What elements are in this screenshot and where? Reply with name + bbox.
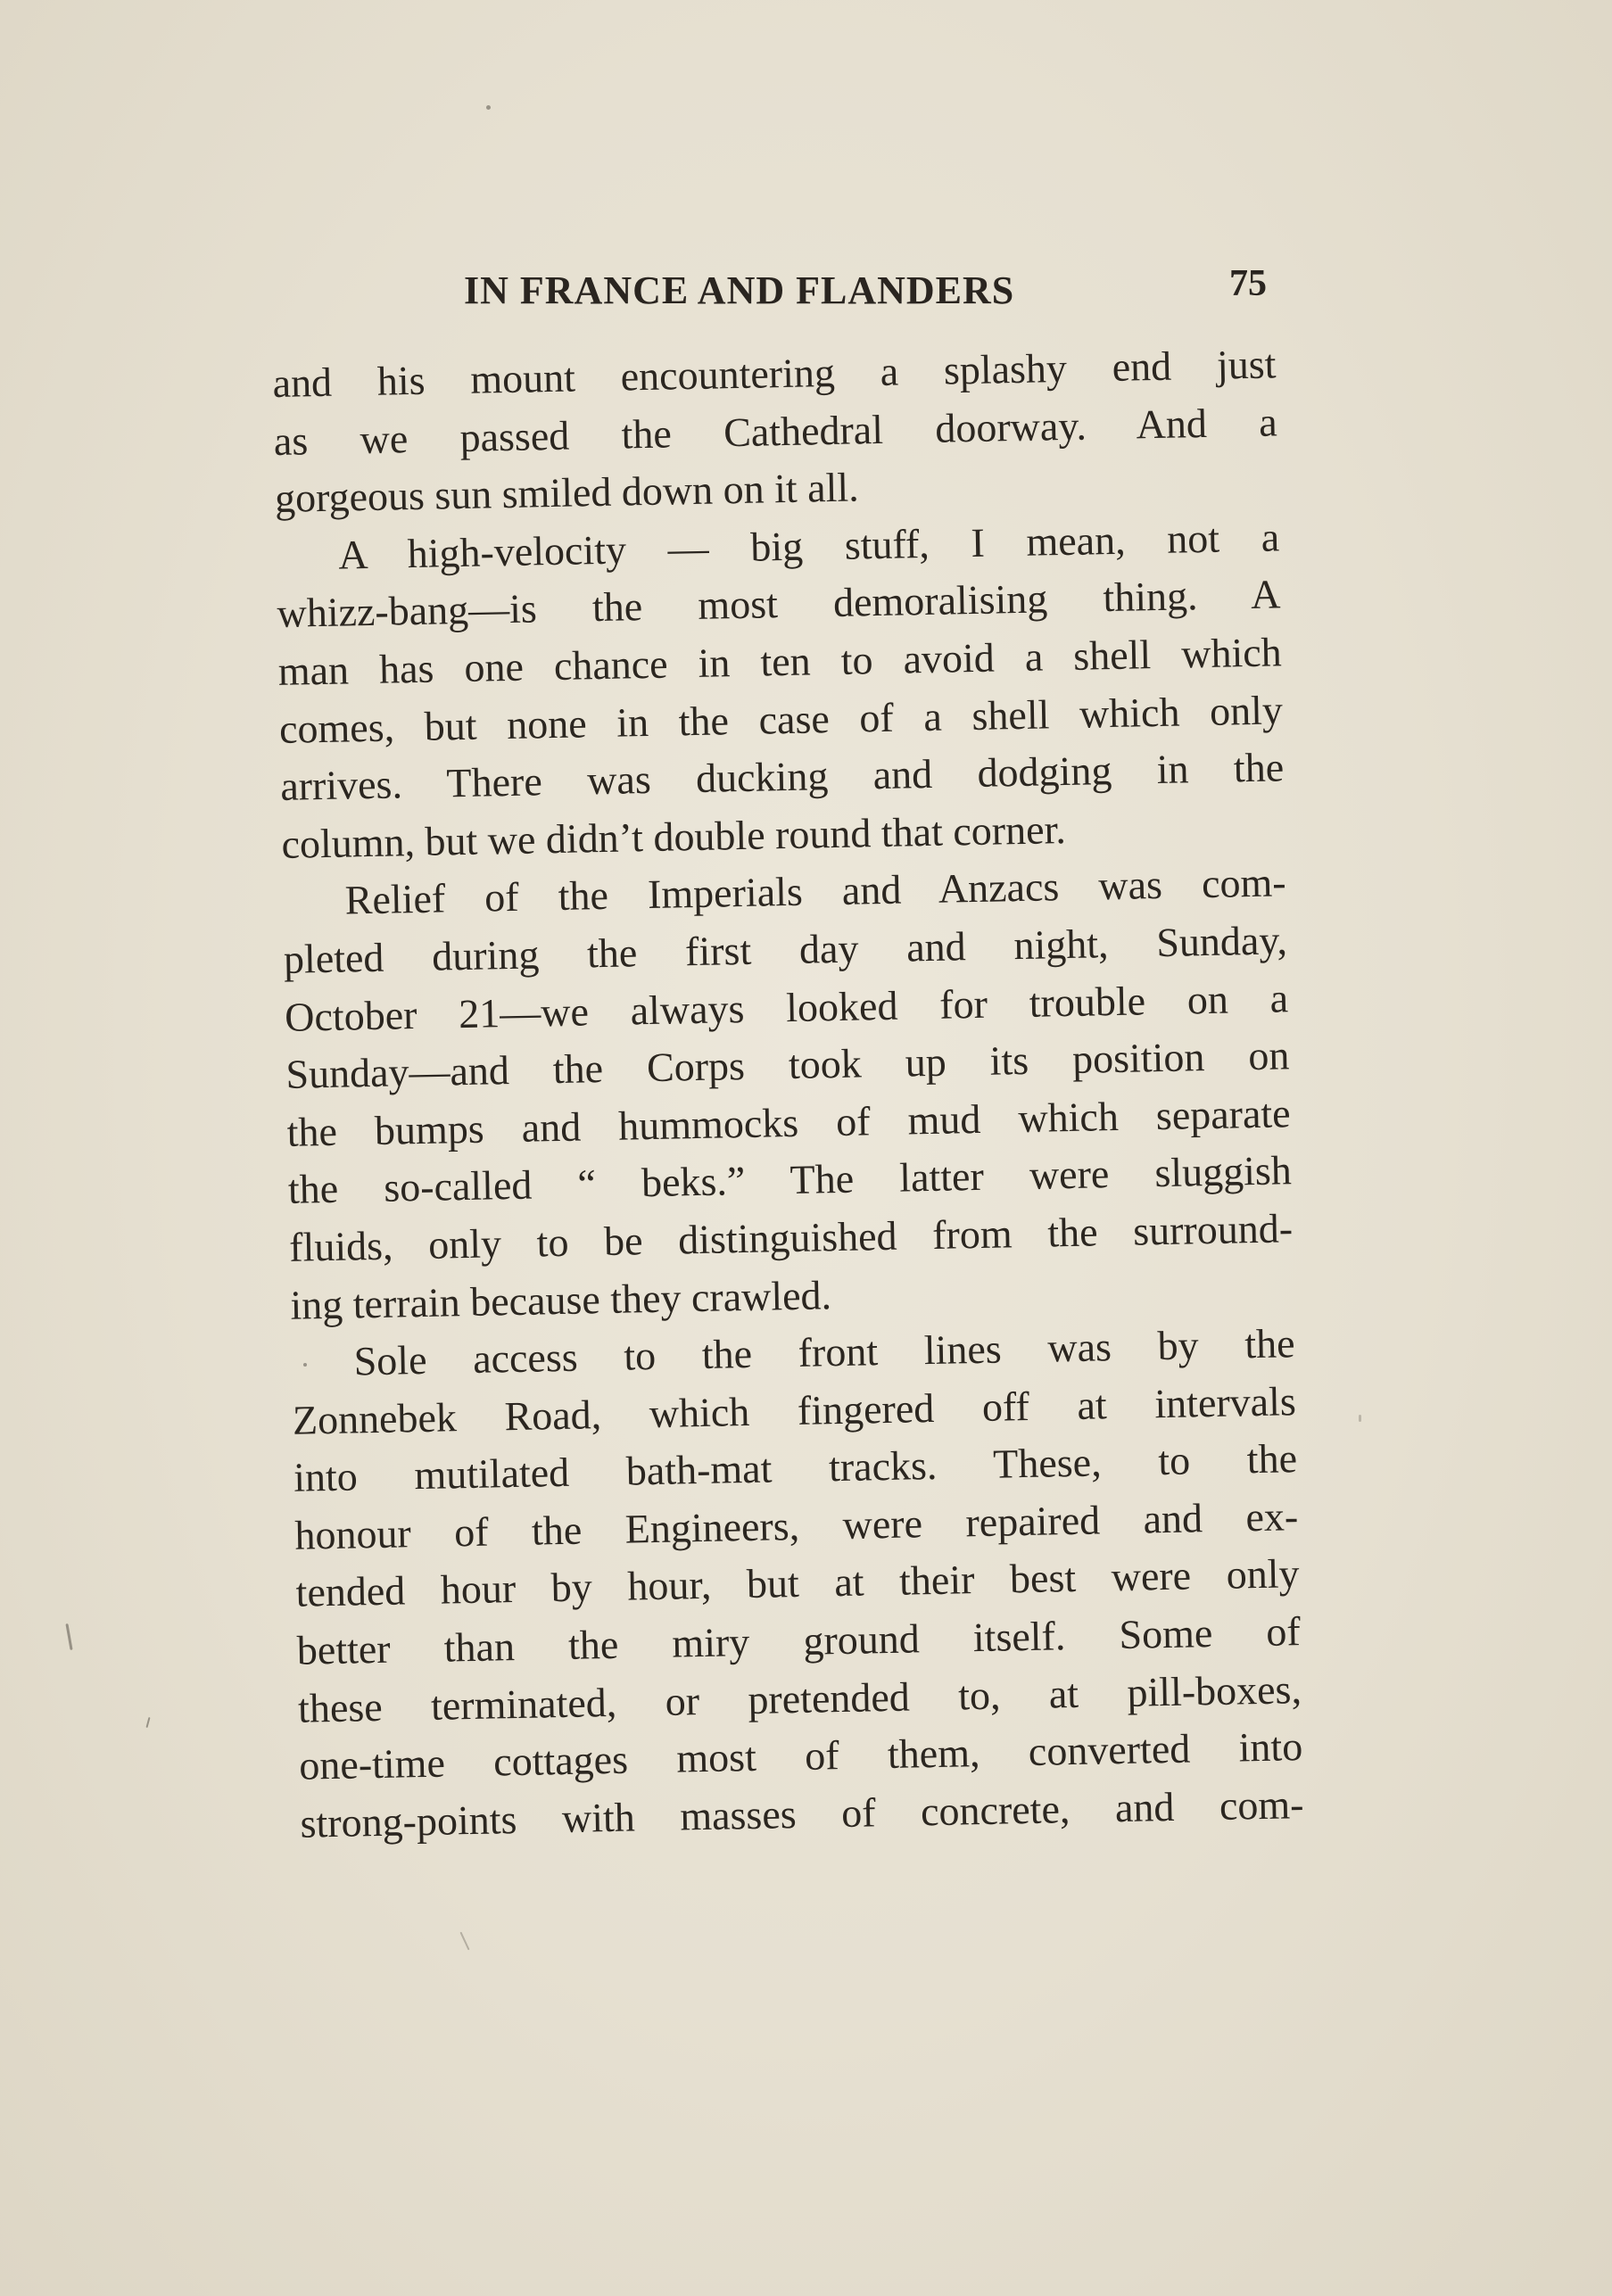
- paper-speck: [303, 1363, 307, 1367]
- paper-speck: [459, 1932, 469, 1951]
- text-line: column, but we didn’t double round that corner.: [281, 805, 1067, 867]
- text-line: fluids, only to be distinguished from the surround-: [288, 1205, 1294, 1270]
- text-line: the bumps and hummocks of mud which separate: [286, 1089, 1292, 1155]
- text-line: Sole access to the front lines was by the: [353, 1320, 1295, 1384]
- paper-speck: [486, 105, 491, 110]
- text-line: comes, but none in the case of a shell which only: [278, 686, 1284, 752]
- text-line: the so-called “ beks.” The latter were sluggish: [287, 1147, 1293, 1213]
- paper-speck: [1359, 1415, 1361, 1422]
- text-line: Relief of the Imperials and Anzacs was com-: [344, 859, 1287, 923]
- paper-speck: [65, 1623, 72, 1650]
- text-line: man has one chance in ten to avoid a shell which: [277, 629, 1283, 694]
- text-line: whizz-bang—is the most demoralising thing. A: [277, 571, 1281, 637]
- text-line: gorgeous sun smiled down on it all.: [274, 464, 860, 522]
- body-text: [272, 335, 1304, 1853]
- text-line: October 21—we always looked for trouble on a: [284, 974, 1289, 1040]
- text-line: better than the miry ground itself. Some of: [296, 1608, 1302, 1673]
- text-line: Zonnebek Road, which fingered off at intervals: [292, 1377, 1297, 1443]
- text-line: and his mount encountering a splashy end just: [272, 341, 1277, 406]
- text-line: honour of the Engineers, were repaired and ex-: [293, 1493, 1299, 1558]
- text-line: one-time cottages most of them, converted into: [298, 1723, 1303, 1788]
- text-line: Sunday—and the Corps took up its position on: [285, 1032, 1290, 1097]
- text-line: arrives. There was ducking and dodging in the: [279, 744, 1285, 810]
- text-line: ing terrain because they crawled.: [289, 1271, 832, 1328]
- text-line: A high-velocity — big stuff, I mean, not a: [337, 514, 1280, 578]
- text-line: these terminated, or pretended to, at pill-boxes,: [297, 1665, 1302, 1731]
- paper-speck: [145, 1717, 150, 1728]
- text-line: pleted during the first day and night, Sunday,: [283, 917, 1288, 982]
- page-number: 75: [1229, 263, 1267, 304]
- running-head: [268, 263, 1267, 321]
- text-line: as we passed the Cathedral doorway. And a: [273, 398, 1278, 464]
- running-title: IN FRANCE AND FLANDERS: [464, 268, 1015, 312]
- text-line: strong-points with masses of concrete, and com-: [300, 1780, 1304, 1846]
- text-line: into mutilated bath-mat tracks. These, to the: [293, 1435, 1298, 1501]
- text-line: tended hour by hour, but at their best were only: [295, 1550, 1300, 1616]
